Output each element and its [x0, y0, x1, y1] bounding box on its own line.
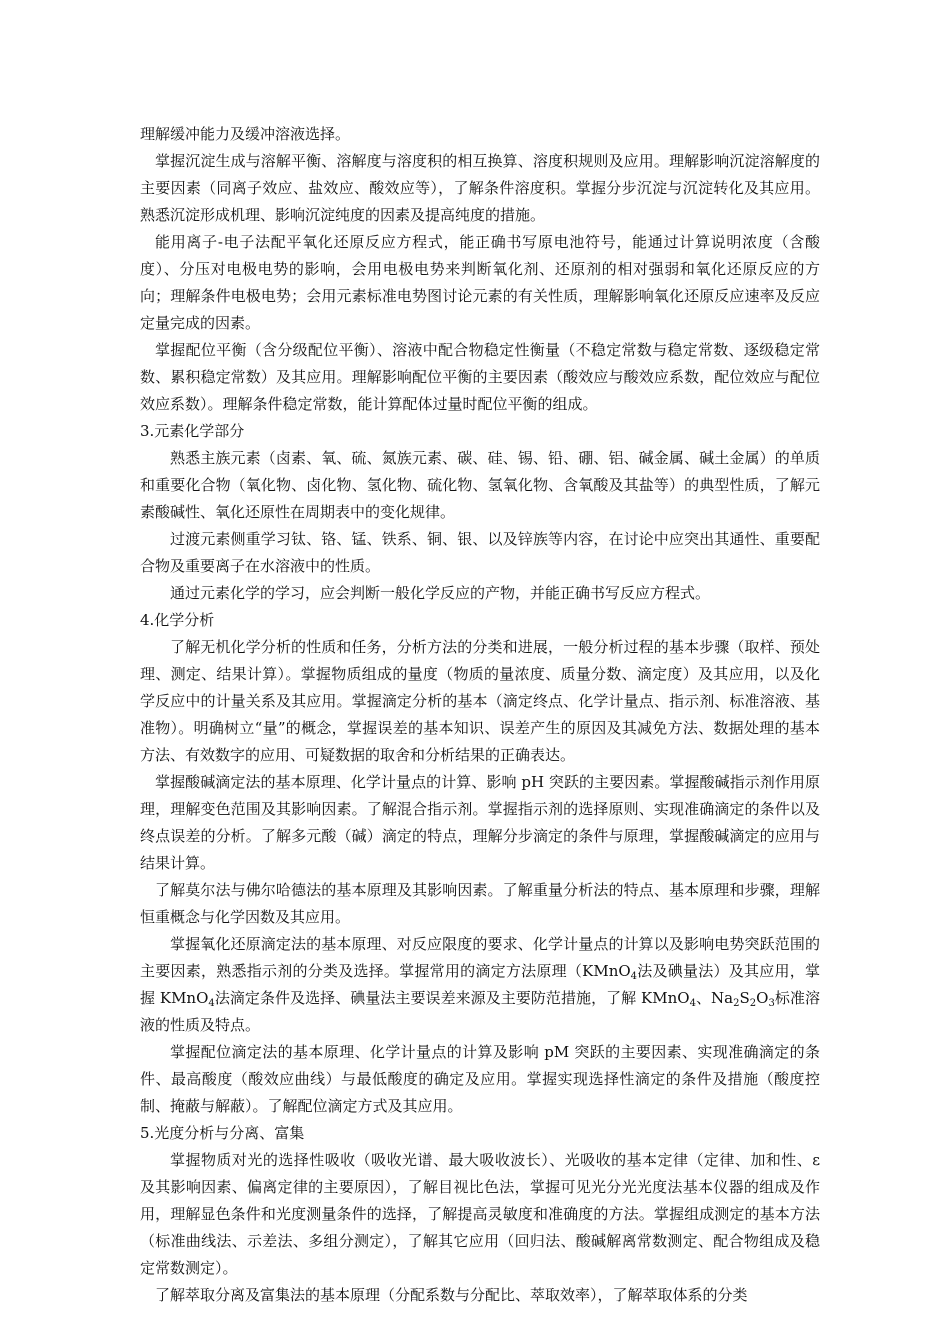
paragraph-redox-reactions: 能用离子-电子法配平氧化还原反应方程式，能正确书写原电池符号，能通过计算说明浓度（含酸度）、分压对电极电势的影响，会用电极电势来判断氧化剂、还原剂的相对强弱和氧化还原反应的方向；理解条件电极电势；会用元素标准电势图讨论元素的有关性质，理解影响氧化还原反应速率及反应定量完成的因素。 [140, 233, 820, 332]
section-heading-element-chemistry: 3.元素化学部分 [140, 422, 245, 440]
paragraph-acid-base-titration: 掌握酸碱滴定法的基本原理、化学计量点的计算、影响 pH 突跃的主要因素。掌握酸碱指示剂作用原理，理解变色范围及其影响因素。了解混合指示剂。掌握指示剂的选择原则、实现准确滴定的条件以及终点误差的分析。了解多元酸（碱）滴定的特点，理解分步滴定的条件与原理，掌握酸碱滴定的应用与结果计算。 [140, 773, 820, 872]
paragraph-light-absorption: 掌握物质对光的选择性吸收（吸收光谱、最大吸收波长）、光吸收的基本定律（定律、加和性、ε 及其影响因素、偏离定律的主要原因），了解目视比色法，掌握可见光分光光度法基本仪器的组成及作用，理解显色条件和光度测量条件的选择，了解提高灵敏度和准确度的方法。掌握组成测定的基本方法（标准曲线法、示差法、多组分测定），了解其它应用（回归法、酸碱解离常数测定、配合物组成及稳定常数测定）。 [140, 1151, 820, 1277]
section-heading-chemical-analysis: 4.化学分析 [140, 611, 215, 629]
paragraph-redox-titration: 掌握氧化还原滴定法的基本原理、对反应限度的要求、化学计量点的计算以及影响电势突跃范围的主要因素，熟悉指示剂的分类及选择。掌握常用的滴定方法原理（KMnO$_4$法及碘量法）及其应用，掌握 KMnO$_4$法滴定条件及选择、碘量法主要误差来源及主要防范措施，了解 KMnO$_4$、$Na_2S_2O_3$标准溶液的性质及特点。 [140, 935, 820, 1034]
paragraph-reaction-products: 通过元素化学的学习，应会判断一般化学反应的产物，并能正确书写反应方程式。 [170, 584, 711, 602]
paragraph-complexometric-titration: 掌握配位滴定法的基本原理、化学计量点的计算及影响 pM 突跃的主要因素、实现准确滴定的条件、最高酸度（酸效应曲线）与最低酸度的确定及应用。掌握实现选择性滴定的条件及措施（酸度控制、掩蔽与解蔽）。了解配位滴定方式及其应用。 [140, 1043, 820, 1115]
paragraph-coordination-equilibrium: 掌握配位平衡（含分级配位平衡）、溶液中配合物稳定性衡量（不稳定常数与稳定常数、逐级稳定常数、累积稳定常数）及其应用。理解影响配位平衡的主要因素（酸效应与酸效应系数，配位效应与配位效应系数）。理解条件稳定常数，能计算配体过量时配位平衡的组成。 [140, 341, 820, 413]
section-heading-photometric-analysis: 5.光度分析与分离、富集 [140, 1124, 305, 1142]
paragraph-buffer-capacity: 理解缓冲能力及缓冲溶液选择。 [140, 125, 351, 143]
paragraph-main-group-elements: 熟悉主族元素（卤素、氧、硫、氮族元素、碳、硅、锡、铅、硼、铝、碱金属、碱土金属）的单质和重要化合物（氧化物、卤化物、氢化物、硫化物、氢氧化物、含氧酸及其盐等）的典型性质，了解元素酸碱性、氧化还原性在周期表中的变化规律。 [140, 449, 820, 521]
paragraph-precipitation-equilibrium: 掌握沉淀生成与溶解平衡、溶解度与溶度积的相互换算、溶度积规则及应用。理解影响沉淀溶解度的主要因素（同离子效应、盐效应、酸效应等），了解条件溶度积。掌握分步沉淀与沉淀转化及其应用。熟悉沉淀形成机理、影响沉淀纯度的因素及提高纯度的措施。 [140, 152, 820, 224]
document-page [140, 121, 820, 1309]
paragraph-transition-elements: 过渡元素侧重学习钛、铬、锰、铁系、铜、银、以及锌族等内容，在讨论中应突出其通性、重要配合物及重要离子在水溶液中的性质。 [140, 530, 820, 575]
paragraph-mohr-volhard: 了解莫尔法与佛尔哈德法的基本原理及其影响因素。了解重量分析法的特点、基本原理和步骤，理解恒重概念与化学因数及其应用。 [140, 881, 820, 926]
paragraph-analysis-overview: 了解无机化学分析的性质和任务，分析方法的分类和进展，一般分析过程的基本步骤（取样、预处理、测定、结果计算）。掌握物质组成的量度（物质的量浓度、质量分数、滴定度）及其应用，以及化学反应中的计量关系及其应用。掌握滴定分析的基本（滴定终点、化学计量点、指示剂、标准溶液、基准物）。明确树立“量”的概念，掌握误差的基本知识、误差产生的原因及其减免方法、数据处理的基本方法、有效数字的应用、可疑数据的取舍和分析结果的正确表达。 [140, 638, 820, 764]
paragraph-extraction-separation: 了解萃取分离及富集法的基本原理（分配系数与分配比、萃取效率），了解萃取体系的分类 [155, 1286, 748, 1304]
